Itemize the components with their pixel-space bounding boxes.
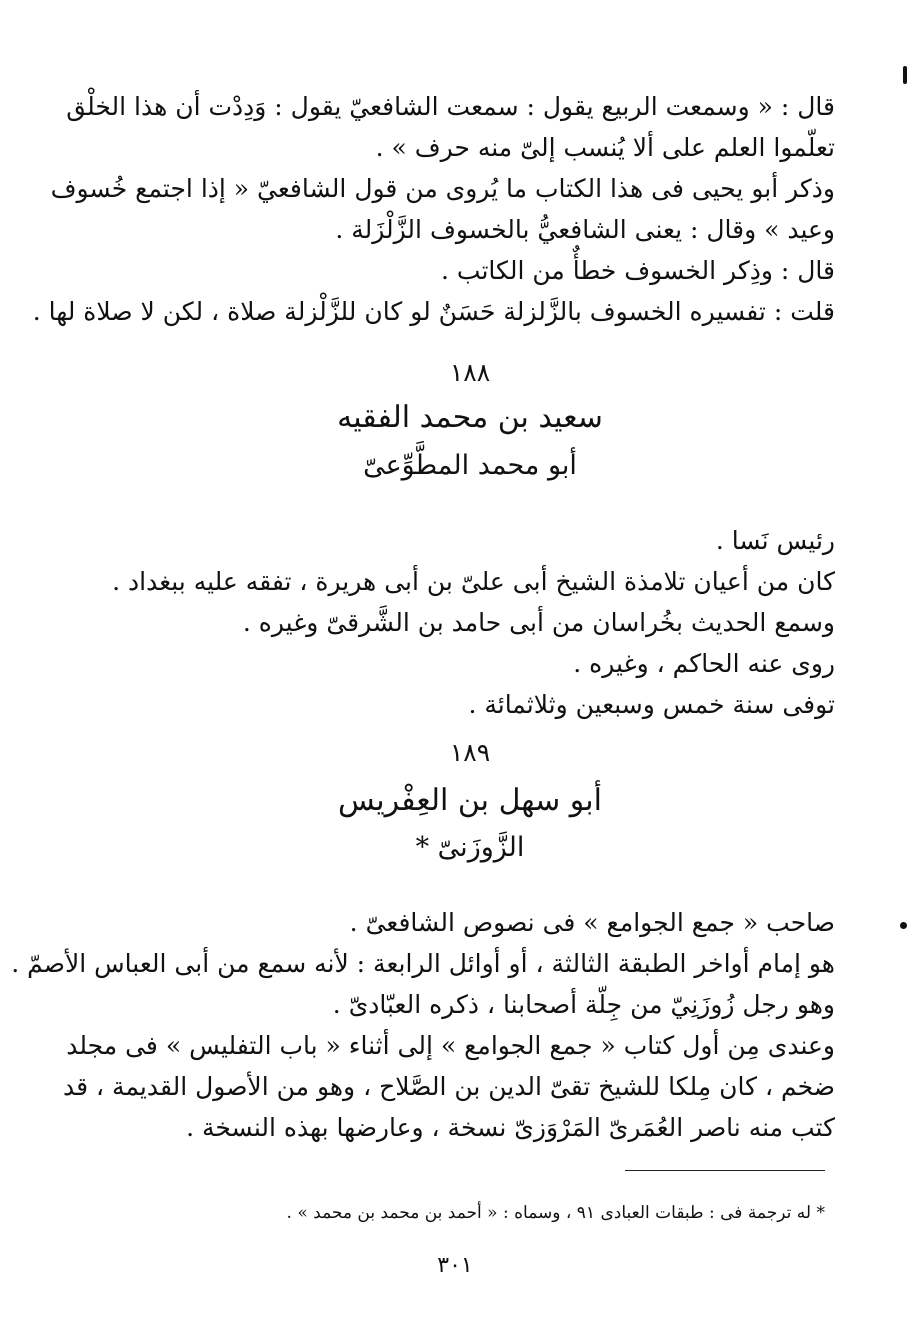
text-line: قلت : تفسيره الخسوف بالزَّلزلة حَسَنٌ لو كان للزَّلْزلة صلاة ، لكن لا صلاة لها . xyxy=(32,297,835,326)
footnote-rule xyxy=(625,1170,825,1171)
entry-nisba-189: الزَّوزَنىّ * xyxy=(415,832,525,863)
footnote: * له ترجمة فى : طبقات العبادى ٩١ ، وسماه : « أحمد بن محمد بن محمد » . xyxy=(286,1203,825,1223)
text-line: وعيد » وقال : يعنى الشافعيُّ بالخسوف الزَّلْزَلة . xyxy=(335,215,835,244)
scan-dot-mark xyxy=(900,922,907,929)
text-line: صاحب « جمع الجوامع » فى نصوص الشافعىّ . xyxy=(349,908,835,937)
text-line: تعلّموا العلم على ألا يُنسب إلىّ منه حرف » . xyxy=(375,133,835,162)
text-line: توفى سنة خمس وسبعين وثلاثمائة . xyxy=(468,690,835,719)
text-line: وسمع الحديث بخُراسان من أبى حامد بن الشَّرقىّ وغيره . xyxy=(242,608,835,637)
text-line: وعندى مِن أول كتاب « جمع الجوامع » إلى أثناء « باب التفليس » فى مجلد xyxy=(66,1031,835,1060)
text-line: رئيس نَسا . xyxy=(715,526,835,555)
entry-number-188: ١٨٨ xyxy=(449,358,491,387)
entry-189-body xyxy=(11,902,835,1148)
scan-edge-mark xyxy=(903,66,907,84)
text-line: روى عنه الحاكم ، وغيره . xyxy=(573,649,835,678)
text-line: وهو رجل زُوزَنِيّ من جِلّة أصحابنا ، ذكره العبّادىّ . xyxy=(332,990,835,1019)
text-line: ضخم ، كان مِلكا للشيخ تقىّ الدين بن الصَّلاح ، وهو من الأصول القديمة ، قد xyxy=(63,1072,835,1101)
paragraph-block-1 xyxy=(32,86,835,332)
entry-name-189: أبو سهل بن العِفْريس xyxy=(338,783,602,818)
text-line: كان من أعيان تلامذة الشيخ أبى علىّ بن أبى هريرة ، تفقه عليه ببغداد . xyxy=(112,567,835,596)
text-line: كتب منه ناصر العُمَرىّ المَرْوَزىّ نسخة ، وعارضها بهذه النسخة . xyxy=(186,1113,835,1142)
text-line: قال : وذِكر الخسوف خطأٌ من الكاتب . xyxy=(441,256,835,285)
entry-188-body xyxy=(105,520,835,725)
entry-nisba-188: أبو محمد المطَّوِّعىّ xyxy=(363,450,577,481)
entry-name-188: سعيد بن محمد الفقيه xyxy=(337,400,603,435)
text-line: هو إمام أواخر الطبقة الثالثة ، أو أوائل الرابعة : لأنه سمع من أبى العباس الأصمّ . xyxy=(11,949,835,978)
entry-number-189: ١٨٩ xyxy=(449,738,491,767)
page-number: ٣٠١ xyxy=(437,1253,473,1278)
text-line: وذكر أبو يحيى فى هذا الكتاب ما يُروى من قول الشافعيّ « إذا اجتمع خُسوف xyxy=(50,174,835,203)
text-line: قال : « وسمعت الربيع يقول : سمعت الشافعيّ يقول : وَدِدْت أن هذا الخلْق xyxy=(66,92,835,121)
